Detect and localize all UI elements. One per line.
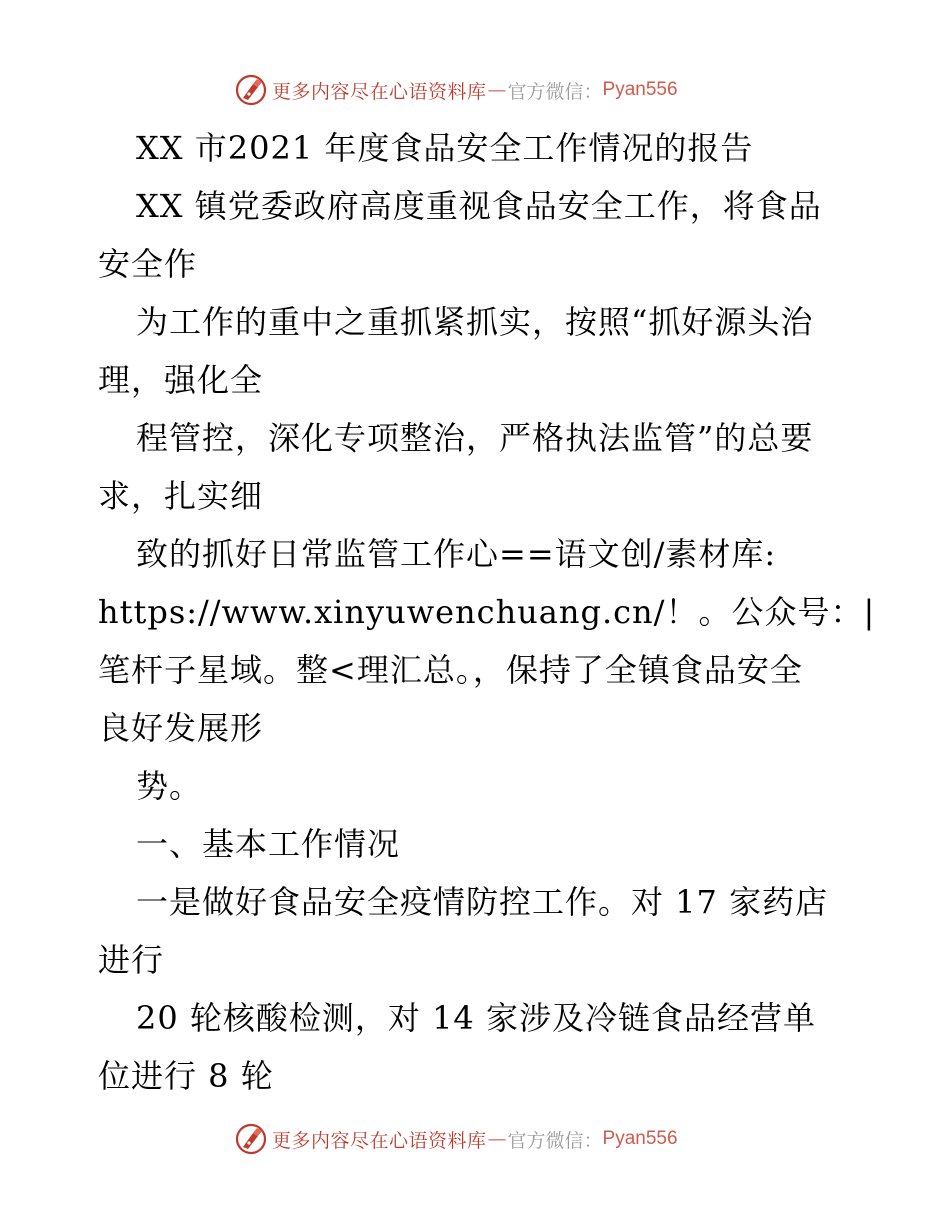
watermark-wechat-id: Pyan556: [602, 1128, 678, 1149]
watermark-banner-bottom: [234, 1121, 754, 1157]
watermark-separator: —: [487, 79, 507, 101]
pen-nib-logo-icon: [234, 73, 268, 107]
paragraph-line: 安全作: [98, 245, 198, 283]
paragraph-line: 一是做好食品安全疫情防控工作。对 17 家药店: [136, 883, 829, 921]
watermark-wechat-label: 官方微信：: [507, 1129, 603, 1152]
paragraph-line: 程管控，深化专项整治，严格执法监管”的总要: [136, 419, 814, 457]
watermark-text: 更多内容尽在心语资料库: [272, 80, 487, 103]
watermark-banner-top: [234, 72, 754, 108]
url-line: https://www.xinyuwenchuang.cn/！。公众号：|: [98, 593, 876, 631]
paragraph-line: 为工作的重中之重抓紧抓实，按照“抓好源头治: [136, 303, 814, 341]
paragraph-line: 良好发展形: [98, 709, 264, 747]
paragraph-line: 势。: [136, 767, 203, 805]
paragraph-line: 位进行 8 轮: [98, 1057, 274, 1095]
paragraph-line: 求，扎实细: [98, 477, 264, 515]
paragraph-line: XX 镇党委政府高度重视食品安全工作，将食品: [136, 187, 822, 225]
watermark-wechat-label: 官方微信：: [507, 80, 603, 103]
watermark-wechat-id: Pyan556: [602, 79, 678, 100]
paragraph-line: 20 轮核酸检测，对 14 家涉及冷链食品经营单: [136, 999, 816, 1037]
section-heading: 一、基本工作情况: [136, 825, 401, 863]
watermark-separator: —: [487, 1128, 507, 1150]
pen-nib-logo-icon: [234, 1122, 268, 1156]
document-title: XX 市2021 年度食品安全工作情况的报告: [136, 129, 754, 167]
paragraph-line: 进行: [98, 941, 165, 979]
paragraph-line: 理，强化全: [98, 361, 264, 399]
paragraph-line: 致的抓好日常监管工作心==语文创/素材库:: [136, 535, 777, 573]
paragraph-line: 笔杆子星域。整<理汇总。，保持了全镇食品安全: [98, 651, 803, 689]
watermark-text: 更多内容尽在心语资料库: [272, 1129, 487, 1152]
